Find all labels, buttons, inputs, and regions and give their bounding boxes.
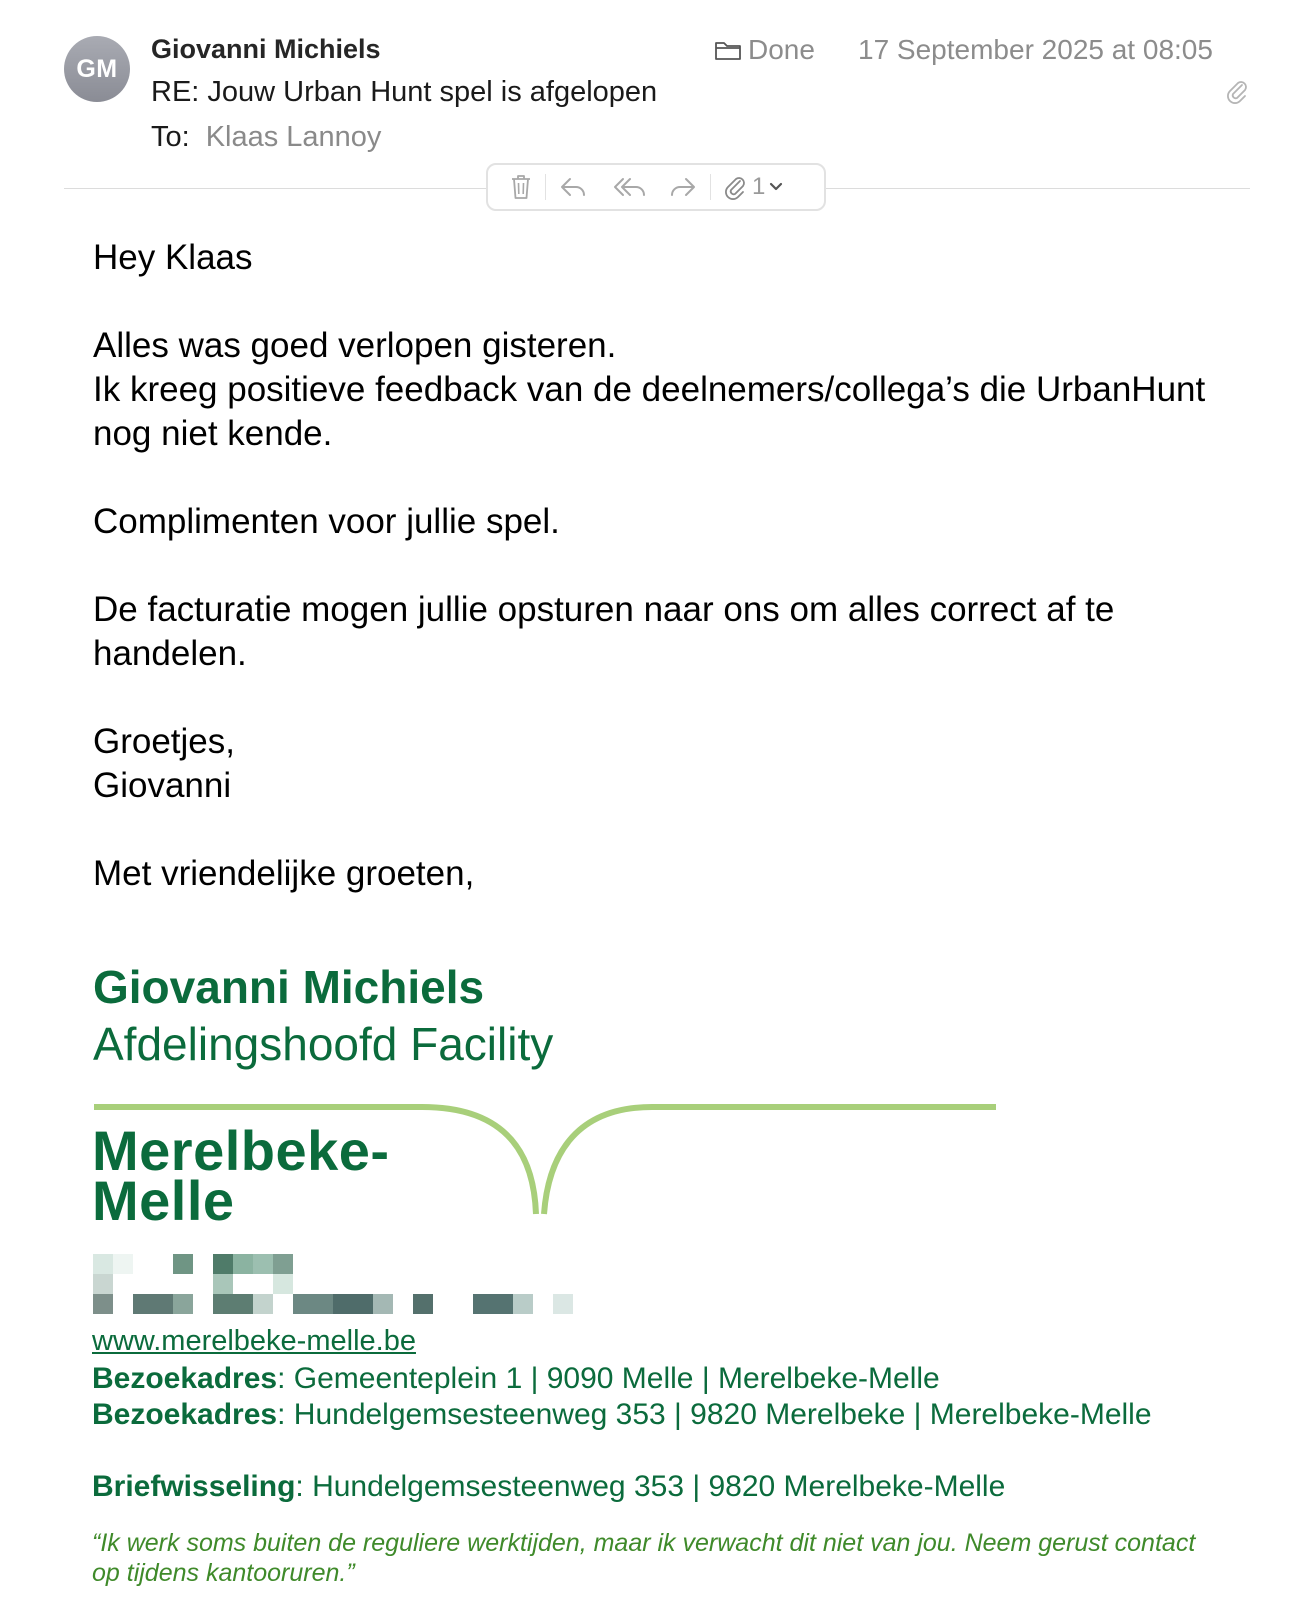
address-label: Briefwisseling (92, 1470, 296, 1503)
avatar-initials: GM (76, 54, 118, 83)
visiting-address (92, 1361, 1192, 1397)
paperclip-icon (724, 174, 746, 200)
attachment-indicator-icon (1226, 78, 1248, 104)
body-paragraph (93, 324, 1258, 456)
body-paragraph: Complimenten voor jullie spel. (93, 502, 560, 541)
mailbox-label[interactable] (714, 34, 815, 66)
address-value: : Hundelgemsesteenweg 353 | 9820 Merelbeke-Melle (295, 1470, 1006, 1503)
logo-wordmark (92, 1119, 390, 1232)
reply-all-icon (613, 175, 647, 199)
body-paragraph: De facturatie mogen jullie opsturen naar ons om alles correct af te handelen. (93, 590, 1115, 673)
body-line: Alles was goed verlopen gisteren. (93, 326, 617, 365)
signature-name: Giovanni Michiels (93, 961, 485, 1013)
recipient-name[interactable]: Klaas Lannoy (205, 121, 382, 153)
address-label: Bezoekadres (92, 1362, 278, 1395)
attachments-button[interactable] (724, 172, 783, 202)
postal-address (92, 1469, 1192, 1505)
mailbox-name: Done (748, 34, 815, 65)
forward-button[interactable] (669, 172, 697, 202)
message-toolbar (486, 163, 826, 211)
visiting-address (92, 1397, 1192, 1433)
address-label: Bezoekadres (92, 1398, 278, 1431)
address-value: : Gemeenteplein 1 | 9090 Melle | Merelbeke-Melle (277, 1362, 940, 1395)
closing-name: Giovanni (93, 766, 232, 805)
recipient-row (151, 121, 381, 154)
signature-role: Afdelingshoofd Facility (93, 1018, 554, 1070)
address-value: : Hundelgemsesteenweg 353 | 9820 Merelbeke | Merelbeke-Melle (277, 1398, 1152, 1431)
forward-icon (669, 175, 697, 199)
logo-line: Melle (92, 1169, 235, 1232)
email-date: 17 September 2025 at 08:05 (858, 34, 1213, 65)
email-subject: RE: Jouw Urban Hunt spel is afgelopen (151, 76, 658, 108)
folder-icon (714, 38, 742, 62)
reply-all-button[interactable] (613, 172, 647, 202)
toolbar-separator (710, 174, 711, 200)
signature-disclaimer: “Ik werk soms buiten de reguliere werktijden, maar ik verwacht dit niet van jou. Neem gerust contact op tijdens kantooruren.” (92, 1529, 1196, 1587)
to-label: To: (151, 121, 190, 153)
redacted-contact-info (93, 1254, 583, 1320)
trash-icon (510, 174, 532, 200)
attachment-count: 1 (752, 173, 766, 200)
greeting: Hey Klaas (93, 238, 253, 277)
reply-icon (559, 175, 587, 199)
sender-name[interactable]: Giovanni Michiels (151, 34, 381, 64)
chevron-down-icon (769, 182, 783, 192)
toolbar-separator (545, 174, 546, 200)
reply-button[interactable] (559, 172, 587, 202)
email-body (93, 236, 1258, 940)
delete-button[interactable] (510, 172, 532, 202)
avatar[interactable] (64, 36, 130, 102)
closing (93, 720, 1258, 808)
closing-line: Groetjes, (93, 722, 235, 761)
regards: Met vriendelijke groeten, (93, 854, 475, 893)
logo-line: Merelbeke- (92, 1119, 390, 1182)
website-link[interactable]: www.merelbeke-melle.be (92, 1325, 416, 1357)
body-line: Ik kreeg positieve feedback van de deelnemers/collega’s die UrbanHunt nog niet kende. (93, 370, 1206, 453)
